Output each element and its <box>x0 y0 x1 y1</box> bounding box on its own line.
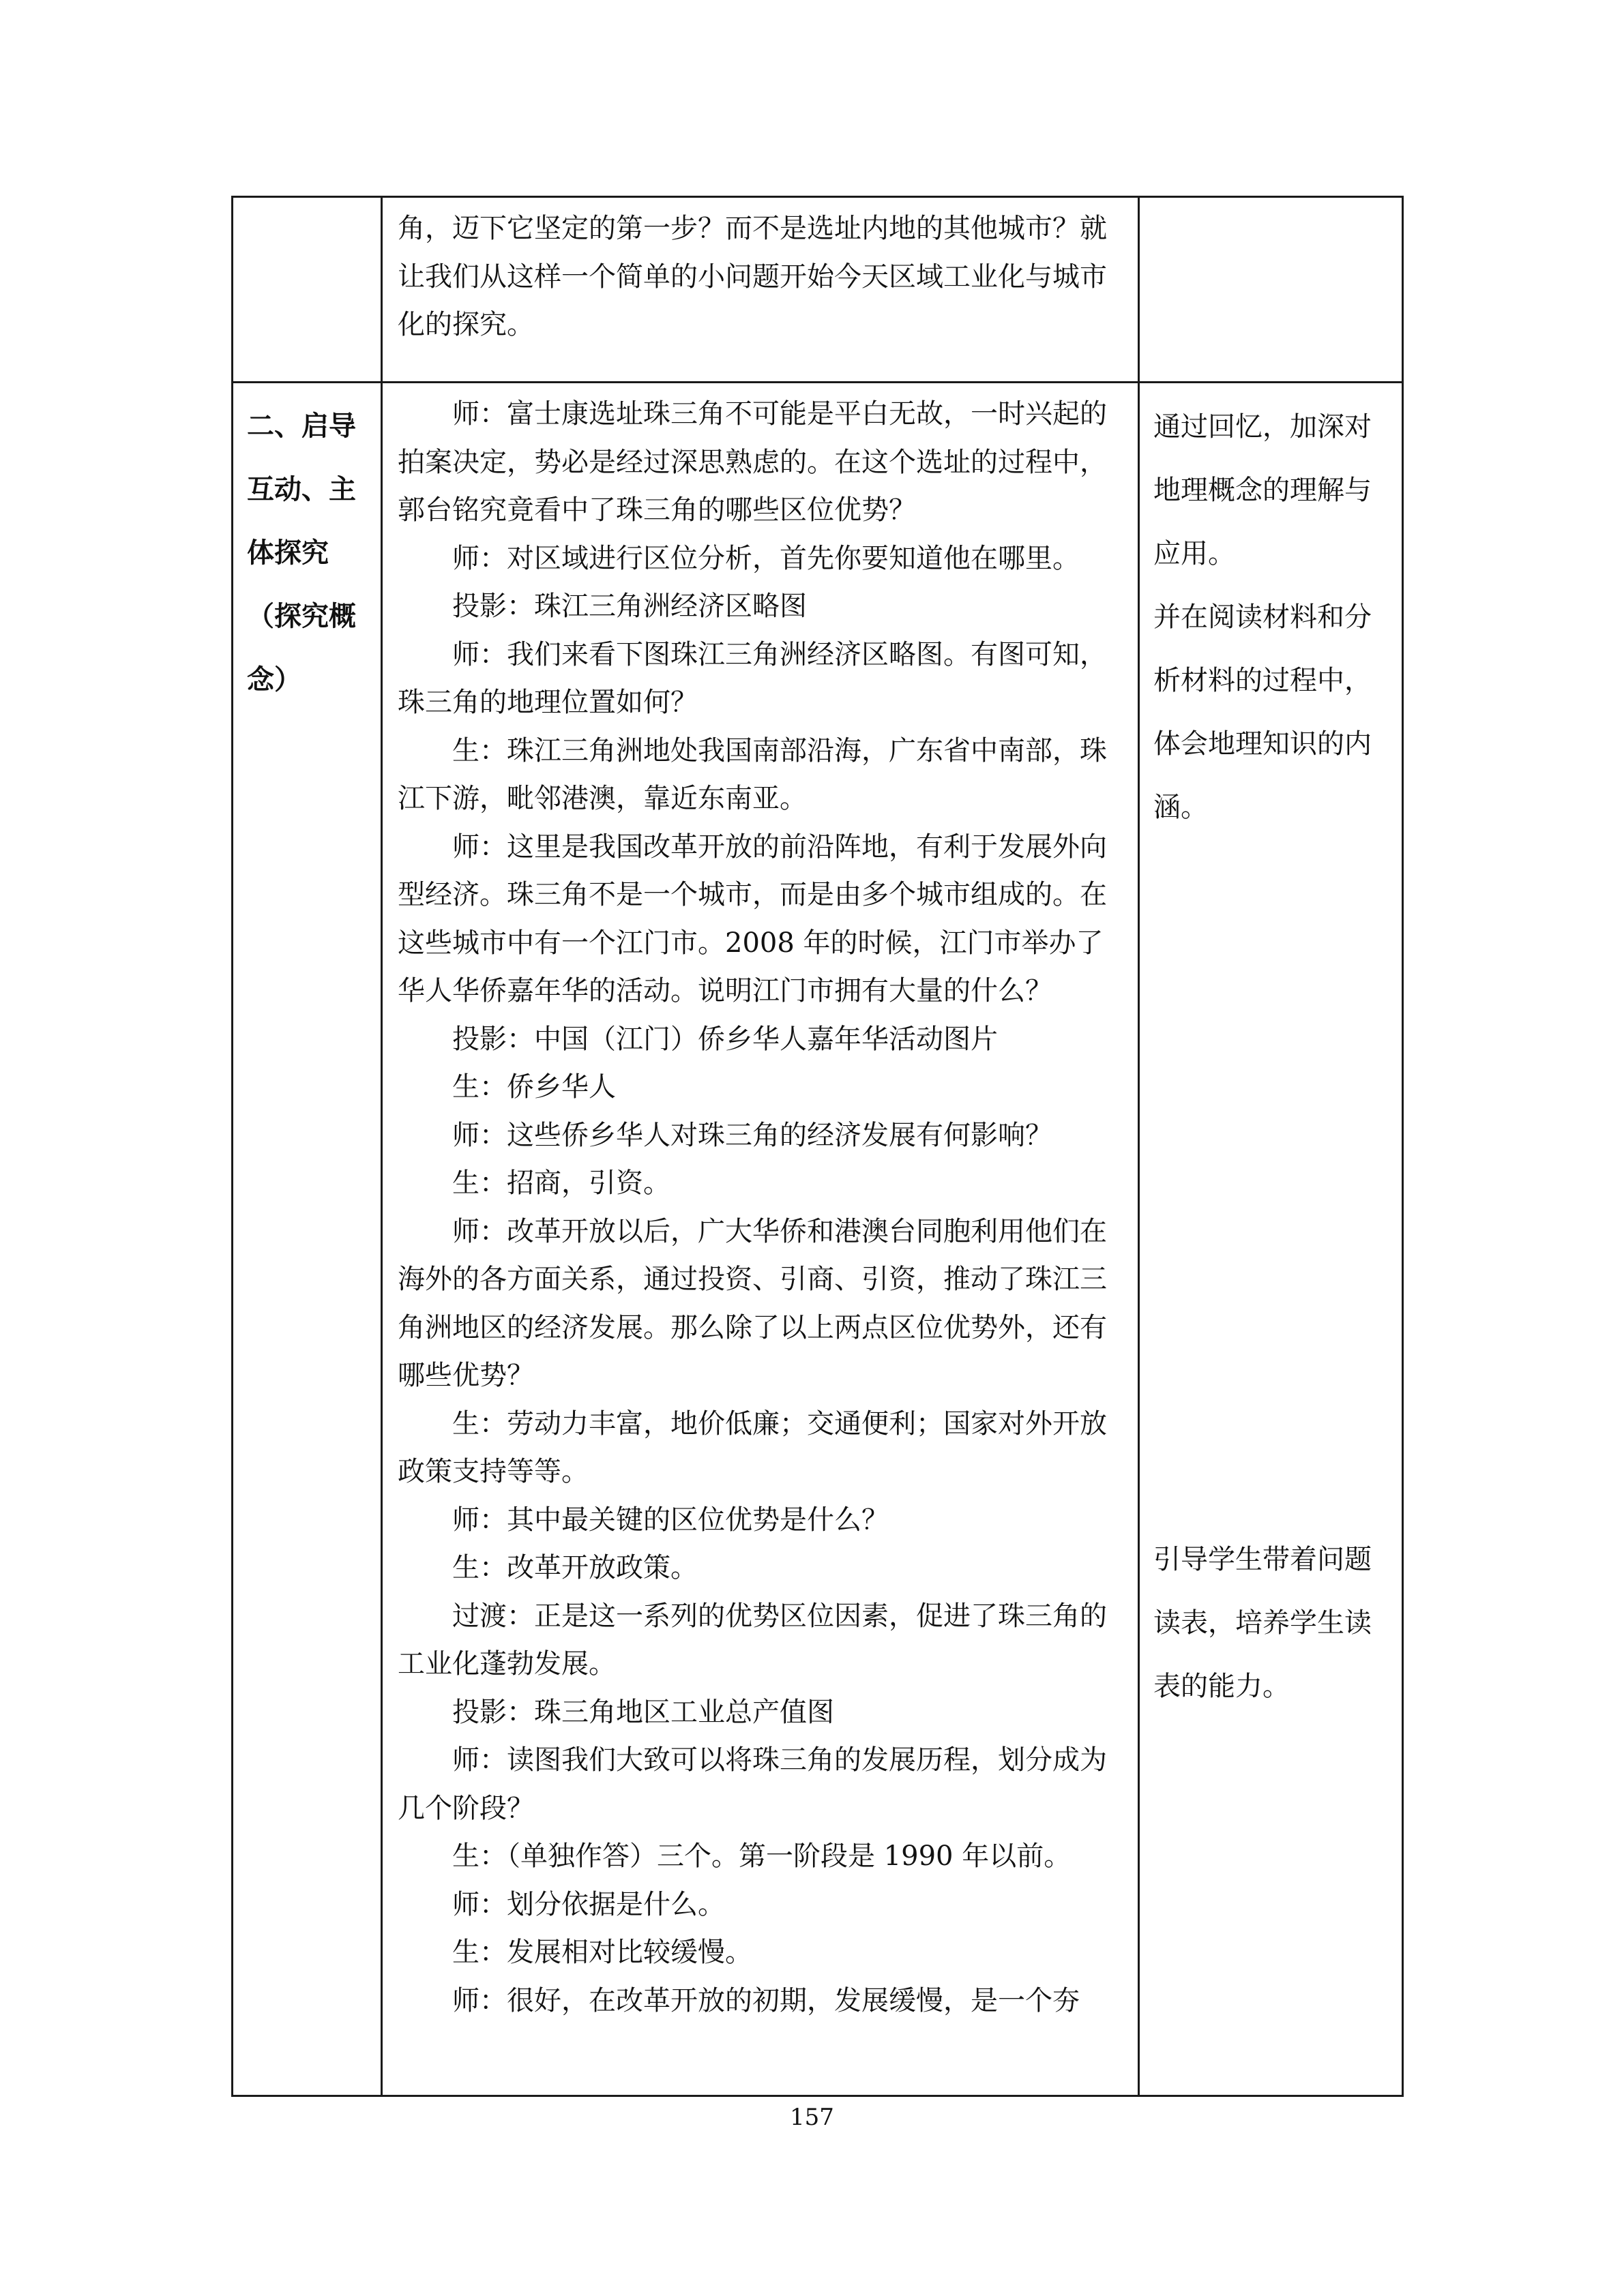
dialogue-paragraph: 师：这些侨乡华人对珠三角的经济发展有何影响？ <box>452 1119 1052 1151</box>
note-group <box>1153 396 1395 839</box>
dialogue-paragraph: 师：富士康选址珠三角不可能是平白无故，一时兴起的拍案决定，势必是经过深思熟虑的。在这个选址的过程中，郭台铭究竟看中了珠三角的哪些区位优势？ <box>398 398 1107 526</box>
dialogue-paragraph: 投影：中国（江门）侨乡华人嘉年华活动图片 <box>452 1023 998 1055</box>
table-row <box>233 383 1403 2096</box>
dialogue-paragraph: 投影：珠三角地区工业总产值图 <box>452 1696 834 1728</box>
note-line: 涵。 <box>1153 792 1208 823</box>
page-number: 157 <box>790 2104 834 2131</box>
dialogue-paragraph: 生：发展相对比较缓慢。 <box>452 1937 752 1968</box>
note-line: 析材料的过程中， <box>1153 665 1372 696</box>
lesson-plan-table <box>231 196 1404 2097</box>
note-cell <box>1139 383 1403 2096</box>
dialogue-paragraph: 投影：珠江三角洲经济区略图 <box>452 591 807 622</box>
design-notes <box>1140 383 1402 1718</box>
table-row <box>233 197 1403 383</box>
dialogue-list <box>383 383 1138 2030</box>
dialogue-paragraph: 师：其中最关键的区位优势是什么？ <box>452 1504 889 1536</box>
stage-cell-empty <box>233 197 382 383</box>
dialogue-paragraph: 师：划分依据是什么。 <box>452 1888 725 1920</box>
note-line: 读表，培养学生读 <box>1153 1607 1372 1639</box>
note-line: 引导学生带着问题 <box>1153 1544 1372 1575</box>
dialogue-paragraph: 生：珠江三角洲地处我国南部沿海，广东省中南部，珠江下游，毗邻港澳，靠近东南亚。 <box>398 734 1107 814</box>
stage-cell <box>233 383 382 2096</box>
stage-label <box>233 383 381 711</box>
dialogue-paragraph: 过渡：正是这一系列的优势区位因素，促进了珠三角的工业化蓬勃发展。 <box>398 1600 1107 1680</box>
dialogue-paragraph: 师：改革开放以后，广大华侨和港澳台同胞利用他们在海外的各方面关系，通过投资、引商、引资，推动了珠江三角洲地区的经济发展。那么除了以上两点区位优势外，还有哪些优势？ <box>398 1215 1107 1391</box>
dialogue-paragraph: 生：劳动力丰富，地价低廉；交通便利；国家对外开放政策支持等等。 <box>398 1407 1107 1487</box>
stage-line: 体探究 <box>247 537 329 569</box>
stage-line: 互动、主 <box>247 473 356 505</box>
dialogue-paragraph: 师：我们来看下图珠江三角洲经济区略图。有图可知，珠三角的地理位置如何？ <box>398 638 1107 718</box>
stage-line: 二、启导 <box>247 410 356 442</box>
stage-line: （探究概 <box>247 600 356 632</box>
dialogue-paragraph: 师：读图我们大致可以将珠三角的发展历程，划分成为几个阶段？ <box>398 1744 1107 1824</box>
dialogue-paragraph: 生：改革开放政策。 <box>452 1552 698 1583</box>
note-line: 体会地理知识的内 <box>1153 728 1372 760</box>
note-line: 表的能力。 <box>1153 1671 1290 1702</box>
note-cell-empty <box>1139 197 1403 383</box>
dialogue-paragraph: 师：这里是我国改革开放的前沿阵地，有利于发展外向型经济。珠三角不是一个城市，而是由多个城市组成的。在这些城市中有一个江门市。2008 年的时候，江门市举办了华人华侨嘉年华的活动。说明江门市拥有大量的什么？ <box>398 831 1107 1007</box>
dialogue-paragraph: 生：侨乡华人 <box>452 1071 616 1103</box>
note-line: 地理概念的理解与 <box>1153 475 1372 506</box>
note-line: 并在阅读材料和分 <box>1153 601 1372 633</box>
dialogue-cell <box>382 383 1139 2096</box>
dialogue-paragraph: 师：很好，在改革开放的初期，发展缓慢，是一个夯 <box>452 1984 1080 2016</box>
content-cell <box>382 197 1139 383</box>
dialogue-paragraph: 生：（单独作答）三个。第一阶段是 1990 年以前。 <box>452 1840 1072 1872</box>
dialogue-paragraph: 师：对区域进行区位分析，首先你要知道他在哪里。 <box>452 542 1080 574</box>
note-line: 通过回忆，加深对 <box>1153 411 1372 443</box>
note-line: 应用。 <box>1153 538 1235 569</box>
note-group <box>1153 1528 1395 1718</box>
intro-text: 角，迈下它坚定的第一步？而不是选址内地的其他城市？就让我们从这样一个简单的小问题开始今天区域工业化与城市化的探究。 <box>398 213 1107 340</box>
dialogue-paragraph: 生：招商，引资。 <box>452 1167 670 1199</box>
stage-line: 念） <box>247 664 301 696</box>
